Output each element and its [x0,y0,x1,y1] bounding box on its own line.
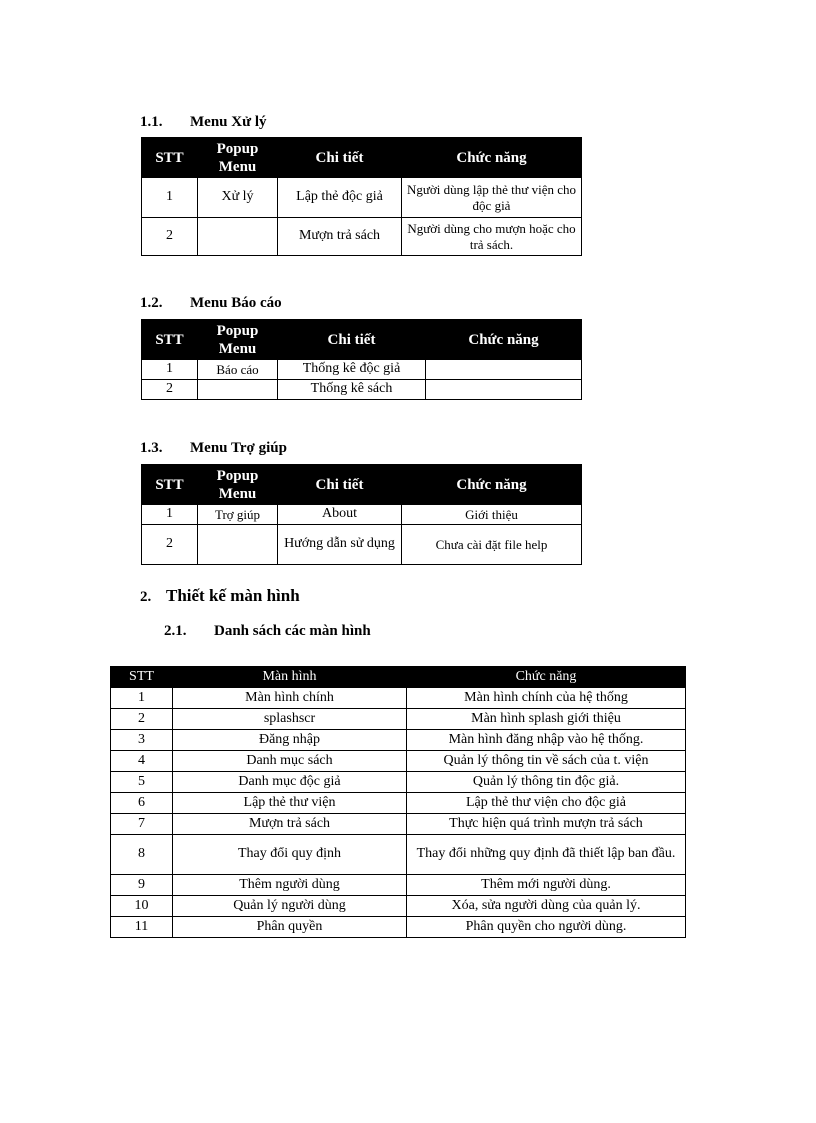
cell-chuc-nang: Người dùng cho mượn hoặc cho trả sách. [402,218,582,256]
cell-chuc-nang: Màn hình splash giới thiệu [407,709,686,730]
cell-man-hinh: Lập thẻ thư viện [173,793,407,814]
cell-stt: 1 [142,360,198,380]
cell-stt: 2 [142,525,198,565]
section-title: Menu Trợ giúp [190,440,287,456]
section-title: Menu Xử lý [190,114,267,130]
cell-stt: 10 [111,896,173,917]
menu-table-tro-giup [141,464,582,565]
cell-chuc-nang [426,380,582,400]
header-chuc-nang: Chức năng [402,465,582,505]
cell-popup-menu [198,525,278,565]
cell-popup-menu: Báo cáo [198,360,278,380]
section-number: 1.1. [140,114,163,130]
cell-chuc-nang: Màn hình chính của hệ thống [407,688,686,709]
section-heading-2-1 [164,623,371,640]
cell-chuc-nang [426,360,582,380]
cell-man-hinh: Thêm người dùng [173,875,407,896]
table-row [111,688,686,709]
table-row [111,896,686,917]
table-row [142,505,582,525]
cell-stt: 6 [111,793,173,814]
table-row [111,875,686,896]
cell-popup-menu [198,218,278,256]
section-title: Danh sách các màn hình [214,623,371,639]
header-popup-menu: Popup Menu [198,320,278,360]
cell-chuc-nang: Quản lý thông tin độc giả. [407,772,686,793]
cell-chi-tiet: Lập thẻ độc giả [278,178,402,218]
header-chi-tiet: Chi tiết [278,138,402,178]
cell-chi-tiet: Thống kê sách [278,380,426,400]
cell-man-hinh: Danh mục độc giả [173,772,407,793]
cell-man-hinh: Thay đổi quy định [173,835,407,875]
section-title: Menu Báo cáo [190,295,282,311]
menu-table-bao-cao [141,319,582,400]
cell-chuc-nang: Thực hiện quá trình mượn trả sách [407,814,686,835]
cell-chuc-nang: Thêm mới người dùng. [407,875,686,896]
table-row [111,835,686,875]
screen-list-table [110,666,686,938]
cell-chuc-nang: Giới thiệu [402,505,582,525]
cell-man-hinh: Danh mục sách [173,751,407,772]
cell-stt: 9 [111,875,173,896]
header-chuc-nang: Chức năng [426,320,582,360]
cell-stt: 1 [111,688,173,709]
cell-popup-menu: Trợ giúp [198,505,278,525]
header-popup-menu: Popup Menu [198,465,278,505]
table-row [142,380,582,400]
table-row [142,360,582,380]
header-stt: STT [142,465,198,505]
header-man-hinh: Màn hình [173,667,407,688]
cell-man-hinh: Đăng nhập [173,730,407,751]
header-chi-tiet: Chi tiết [278,465,402,505]
cell-stt: 4 [111,751,173,772]
section-number: 1.2. [140,295,163,311]
cell-stt: 5 [111,772,173,793]
cell-stt: 11 [111,917,173,938]
cell-stt: 2 [142,218,198,256]
menu-table-xu-ly [141,137,582,256]
cell-chuc-nang: Lập thẻ thư viện cho độc giả [407,793,686,814]
cell-popup-menu: Xử lý [198,178,278,218]
cell-man-hinh: Mượn trả sách [173,814,407,835]
table-row [142,218,582,256]
cell-stt: 2 [111,709,173,730]
cell-man-hinh: splashscr [173,709,407,730]
section-number: 1.3. [140,440,163,456]
cell-stt: 7 [111,814,173,835]
cell-chuc-nang: Quản lý thông tin về sách của t. viện [407,751,686,772]
cell-man-hinh: Quản lý người dùng [173,896,407,917]
cell-stt: 3 [111,730,173,751]
table-row [111,751,686,772]
section-heading-1-2 [140,295,282,312]
cell-chi-tiet: Mượn trả sách [278,218,402,256]
cell-chuc-nang: Phân quyền cho người dùng. [407,917,686,938]
cell-stt: 2 [142,380,198,400]
cell-chuc-nang: Thay đổi những quy định đã thiết lập ban đầu. [407,835,686,875]
header-chuc-nang: Chức năng [407,667,686,688]
cell-chi-tiet: Thống kê độc giả [278,360,426,380]
section-heading-1-1 [140,114,267,131]
header-stt: STT [142,138,198,178]
section-title: Thiết kế màn hình [166,586,300,605]
cell-chi-tiet: About [278,505,402,525]
cell-chuc-nang: Chưa cài đặt file help [402,525,582,565]
table-row [111,793,686,814]
header-stt: STT [142,320,198,360]
section-number: 2.1. [164,623,187,639]
cell-chi-tiet: Hướng dẫn sử dụng [278,525,402,565]
table-row [111,814,686,835]
header-chi-tiet: Chi tiết [278,320,426,360]
table-row [111,772,686,793]
cell-chuc-nang: Người dùng lập thẻ thư viện cho độc giả [402,178,582,218]
section-heading-2 [140,586,300,606]
section-number: 2. [140,589,152,605]
cell-man-hinh: Màn hình chính [173,688,407,709]
header-stt: STT [111,667,173,688]
cell-chuc-nang: Xóa, sửa người dùng của quản lý. [407,896,686,917]
header-popup-menu: Popup Menu [198,138,278,178]
table-row [142,525,582,565]
section-heading-1-3 [140,440,287,457]
cell-stt: 8 [111,835,173,875]
table-row [111,730,686,751]
header-chuc-nang: Chức năng [402,138,582,178]
table-row [111,917,686,938]
cell-stt: 1 [142,505,198,525]
cell-chuc-nang: Màn hình đăng nhập vào hệ thống. [407,730,686,751]
cell-popup-menu [198,380,278,400]
cell-man-hinh: Phân quyền [173,917,407,938]
table-row [142,178,582,218]
table-row [111,709,686,730]
cell-stt: 1 [142,178,198,218]
